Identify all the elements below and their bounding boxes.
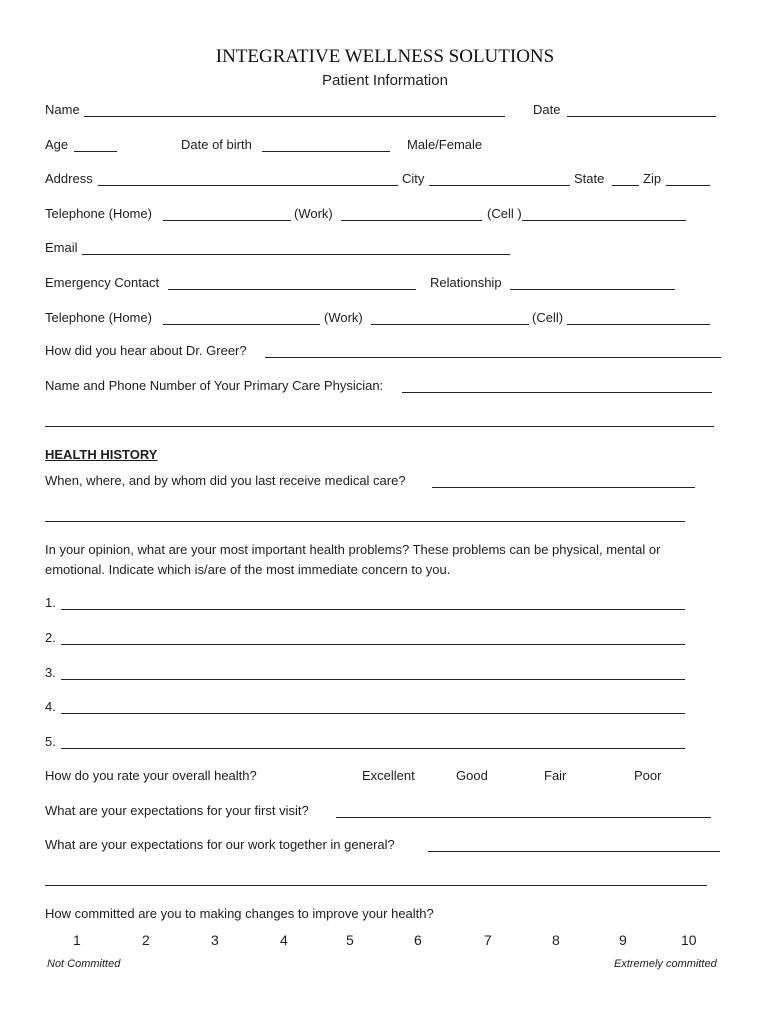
email-label: Email [45,240,78,255]
address-label: Address [45,171,93,186]
scale-3[interactable]: 3 [211,932,219,948]
problem-4-field[interactable] [61,713,685,714]
scale-2[interactable]: 2 [142,932,150,948]
rate-health-label: How do you rate your overall health? [45,768,257,783]
relationship-field[interactable] [510,289,675,290]
problem-2-number: 2. [45,630,56,645]
city-label: City [402,171,425,186]
last-care-label: When, where, and by whom did you last receive medical care? [45,473,406,488]
date-label: Date [533,102,561,117]
rate-option-poor[interactable]: Poor [634,768,662,783]
hear-field[interactable] [265,357,721,358]
tel-cell-field[interactable] [522,220,686,221]
email-field[interactable] [82,254,510,255]
name-label: Name [45,102,80,117]
tel-home2-field[interactable] [163,324,320,325]
problem-3-number: 3. [45,665,56,680]
scale-high-label: Extremely committed [614,958,717,970]
relationship-label: Relationship [430,275,502,290]
first-visit-label: What are your expectations for your first visit? [45,803,309,818]
emergency-label: Emergency Contact [45,275,160,290]
problems-question-line2: emotional. Indicate which is/are of the most immediate concern to you. [45,562,451,577]
address-field[interactable] [98,185,398,186]
general-expectations-field-line2[interactable] [45,885,707,886]
health-history-heading: HEALTH HISTORY [45,447,158,462]
tel-work-field[interactable] [341,220,482,221]
zip-field[interactable] [666,185,710,186]
physician-field-line2[interactable] [45,426,714,427]
physician-label: Name and Phone Number of Your Primary Care Physician: [45,378,384,393]
tel-cell-label: (Cell ) [487,206,522,221]
problem-1-number: 1. [45,595,56,610]
scale-low-label: Not Committed [47,958,121,970]
commitment-question: How committed are you to making changes to improve your health? [45,906,434,921]
form-subtitle: Patient Information [322,72,448,89]
tel-cell2-field[interactable] [567,324,710,325]
hear-label: How did you hear about Dr. Greer? [45,343,247,358]
date-field[interactable] [567,116,716,117]
tel-work-label: (Work) [294,206,333,221]
sex-label: Male/Female [407,137,483,152]
zip-label: Zip [643,171,662,186]
scale-8[interactable]: 8 [552,932,560,948]
rate-option-fair[interactable]: Fair [544,768,567,783]
form-title: INTEGRATIVE WELLNESS SOLUTIONS [215,46,555,67]
first-visit-field[interactable] [336,817,711,818]
last-care-field[interactable] [432,487,695,488]
scale-6[interactable]: 6 [414,932,422,948]
dob-field[interactable] [262,151,390,152]
scale-1[interactable]: 1 [73,932,81,948]
problem-3-field[interactable] [61,679,685,680]
scale-5[interactable]: 5 [346,932,354,948]
last-care-field-line2[interactable] [45,521,685,522]
age-field[interactable] [74,151,117,152]
tel-cell2-label: (Cell) [532,310,564,325]
tel-home2-label: Telephone (Home) [45,310,152,325]
problem-5-number: 5. [45,734,56,749]
dob-label: Date of birth [181,137,252,152]
state-label: State [574,171,605,186]
general-expectations-label: What are your expectations for our work together in general? [45,837,395,852]
city-field[interactable] [429,185,570,186]
problems-question-line1: In your opinion, what are your most important health problems? These problems can be physical, mental or [45,542,661,557]
physician-field[interactable] [402,392,712,393]
scale-9[interactable]: 9 [619,932,627,948]
emergency-field[interactable] [168,289,416,290]
general-expectations-field[interactable] [428,851,720,852]
tel-home-field[interactable] [163,220,291,221]
tel-work2-label: (Work) [324,310,363,325]
problem-2-field[interactable] [61,644,685,645]
state-field[interactable] [612,185,639,186]
age-label: Age [45,137,69,152]
name-field[interactable] [84,116,505,117]
scale-10[interactable]: 10 [681,932,697,948]
problem-5-field[interactable] [61,748,685,749]
rate-option-good[interactable]: Good [456,768,488,783]
rate-option-excellent[interactable]: Excellent [362,768,415,783]
tel-home-label: Telephone (Home) [45,206,152,221]
scale-4[interactable]: 4 [280,932,288,948]
problem-4-number: 4. [45,699,56,714]
tel-work2-field[interactable] [371,324,529,325]
problem-1-field[interactable] [61,609,685,610]
scale-7[interactable]: 7 [484,932,492,948]
